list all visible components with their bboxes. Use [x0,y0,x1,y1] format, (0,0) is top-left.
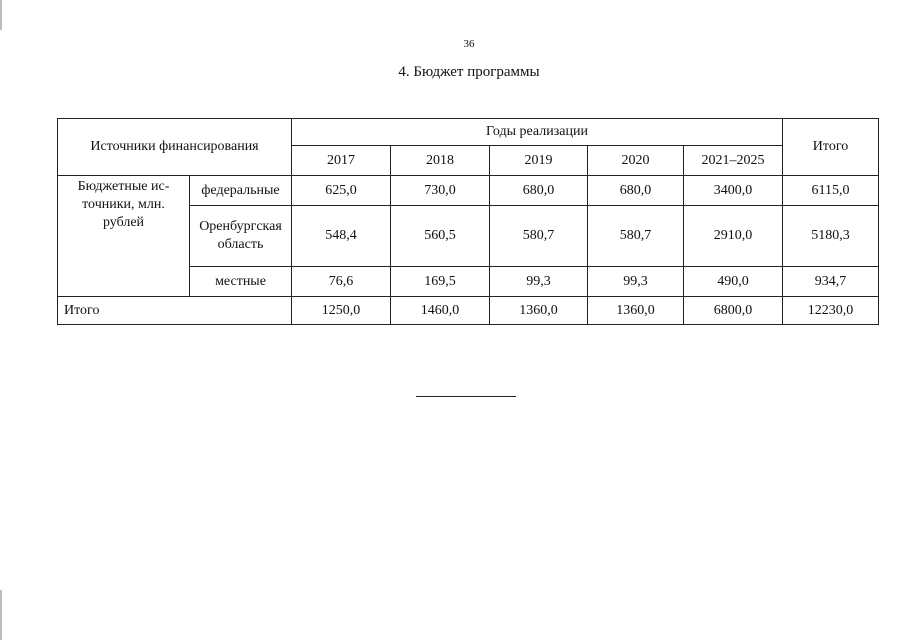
cell-value: 560,5 [391,206,490,267]
header-year: 2020 [588,146,684,176]
header-sources: Источники финансирования [58,119,292,176]
total-value: 1460,0 [391,297,490,325]
total-value: 6800,0 [684,297,783,325]
header-year: 2018 [391,146,490,176]
section-title: 4. Бюджет программы [398,64,540,80]
cell-value: 169,5 [391,267,490,297]
header-year: 2019 [490,146,588,176]
total-row [58,297,879,325]
cell-value: 490,0 [684,267,783,297]
cell-total: 934,7 [783,267,879,297]
cell-value: 580,7 [588,206,684,267]
header-year: 2021–2025 [684,146,783,176]
margin-mark-top [0,0,2,30]
row-label: местные [190,267,292,297]
total-row-label: Итого [58,297,292,325]
budget-table [57,118,879,325]
header-row-1 [58,119,879,146]
cell-value: 730,0 [391,176,490,206]
cell-value: 76,6 [292,267,391,297]
grand-total: 12230,0 [783,297,879,325]
total-value: 1360,0 [588,297,684,325]
total-value: 1360,0 [490,297,588,325]
cell-total: 6115,0 [783,176,879,206]
table-row [58,176,879,206]
cell-value: 3400,0 [684,176,783,206]
cell-value: 680,0 [490,176,588,206]
cell-value: 680,0 [588,176,684,206]
margin-mark-bottom [0,590,2,640]
cell-value: 625,0 [292,176,391,206]
header-year: 2017 [292,146,391,176]
row-label: федеральные [190,176,292,206]
cell-value: 99,3 [490,267,588,297]
cell-value: 2910,0 [684,206,783,267]
header-total: Итого [783,119,879,176]
end-rule [416,396,516,397]
row-label: Оренбургская область [190,206,292,267]
cell-value: 548,4 [292,206,391,267]
total-value: 1250,0 [292,297,391,325]
cell-value: 99,3 [588,267,684,297]
cell-value: 580,7 [490,206,588,267]
page-number: 36 [463,38,475,50]
cell-total: 5180,3 [783,206,879,267]
group-label: Бюджетные ис-точники, млн. рублей [58,176,190,297]
header-years-group: Годы реализации [292,119,783,146]
